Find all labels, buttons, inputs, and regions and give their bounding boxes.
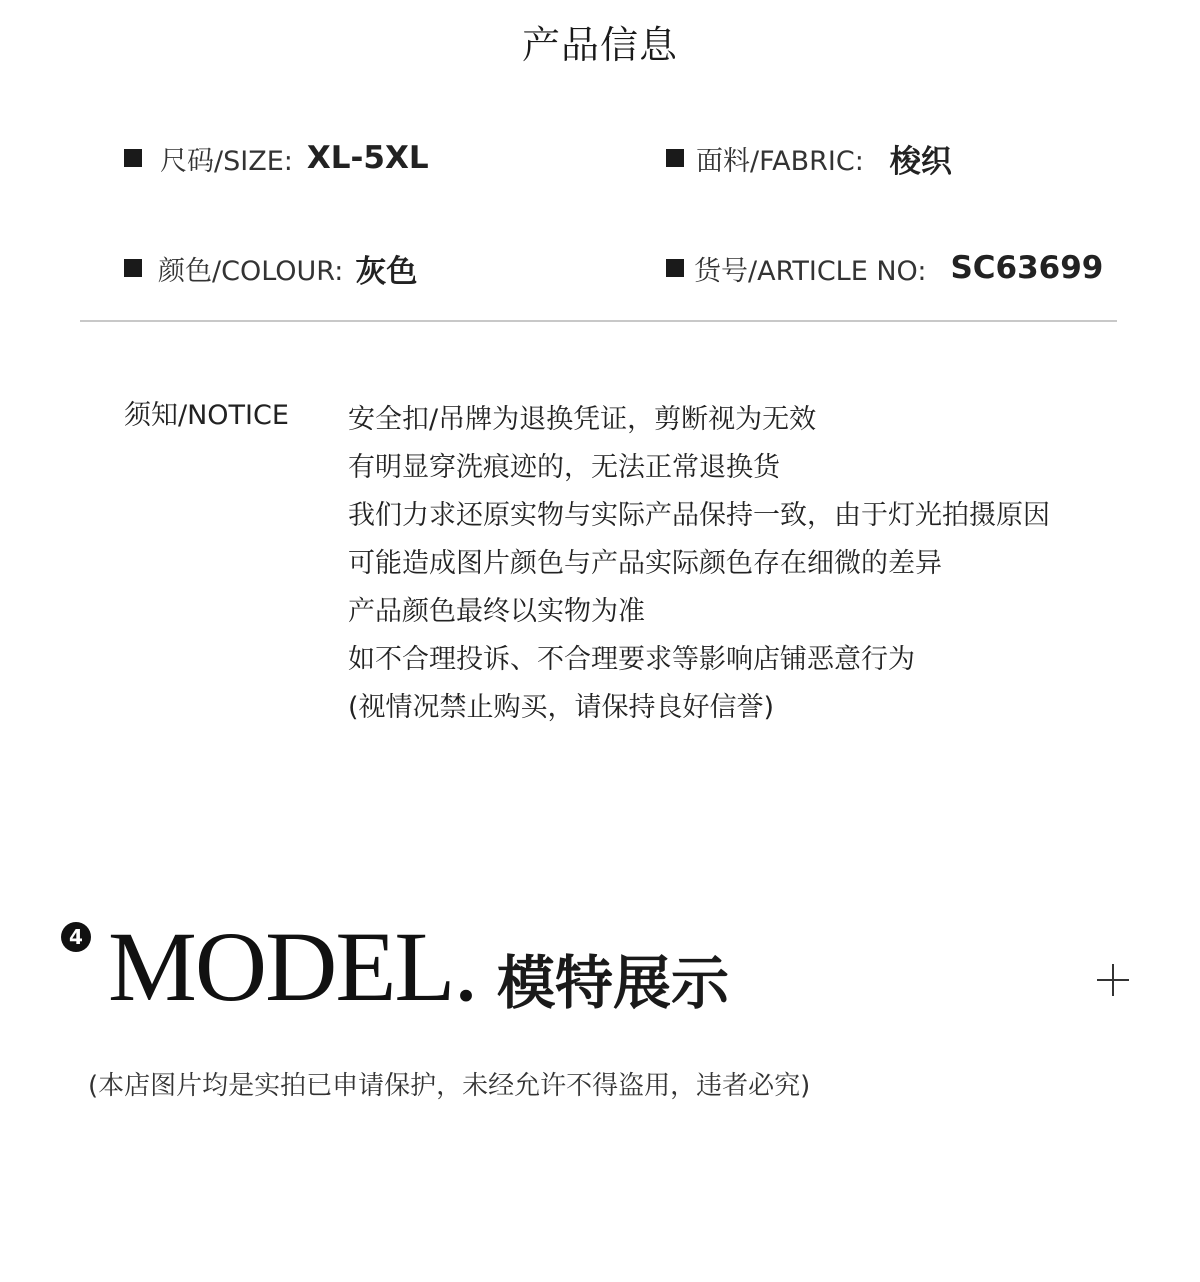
section-number-badge: 4	[61, 922, 91, 952]
notice-label: 须知/NOTICE	[124, 400, 289, 431]
model-title-cn: 模特展示	[497, 949, 730, 1017]
notice-list	[348, 396, 1148, 732]
colour-label: 颜色/COLOUR:	[158, 255, 344, 287]
notice-line: (视情况禁止购买，请保持良好信誉)	[348, 692, 775, 723]
notice-line: 可能造成图片颜色与产品实际颜色存在细微的差异	[348, 548, 942, 579]
fabric-label: 面料/FABRIC:	[696, 145, 864, 177]
notice-line: 产品颜色最终以实物为准	[348, 596, 645, 627]
notice-line: 我们力求还原实物与实际产品保持一致，由于灯光拍摄原因	[348, 500, 1050, 531]
spec-colour	[124, 248, 417, 288]
spec-article	[666, 248, 1103, 288]
spec-size	[124, 138, 429, 178]
fabric-value: 梭织	[889, 143, 952, 180]
notice-line: 有明显穿洗痕迹的，无法正常退换货	[348, 452, 780, 483]
page-title: 产品信息	[521, 23, 678, 67]
model-title-en: MODEL.	[108, 911, 477, 1022]
plus-icon	[1097, 964, 1129, 996]
size-label: 尺码/SIZE:	[160, 145, 293, 177]
copyright-note: (本店图片均是实拍已申请保护，未经允许不得盗用，违者必究)	[88, 1071, 811, 1101]
notice-line: 如不合理投诉、不合理要求等影响店铺恶意行为	[348, 644, 915, 675]
article-label: 货号/ARTICLE NO:	[694, 255, 927, 287]
spec-fabric	[666, 138, 952, 178]
divider	[80, 320, 1117, 322]
colour-value: 灰色	[355, 253, 418, 290]
bullet-square-icon	[124, 149, 142, 167]
notice-line: 安全扣/吊牌为退换凭证，剪断视为无效	[348, 404, 817, 435]
bullet-square-icon	[124, 259, 142, 277]
size-value: XL-5XL	[306, 140, 429, 176]
article-value: SC63699	[950, 250, 1104, 286]
bullet-square-icon	[666, 259, 684, 277]
bullet-square-icon	[666, 149, 684, 167]
